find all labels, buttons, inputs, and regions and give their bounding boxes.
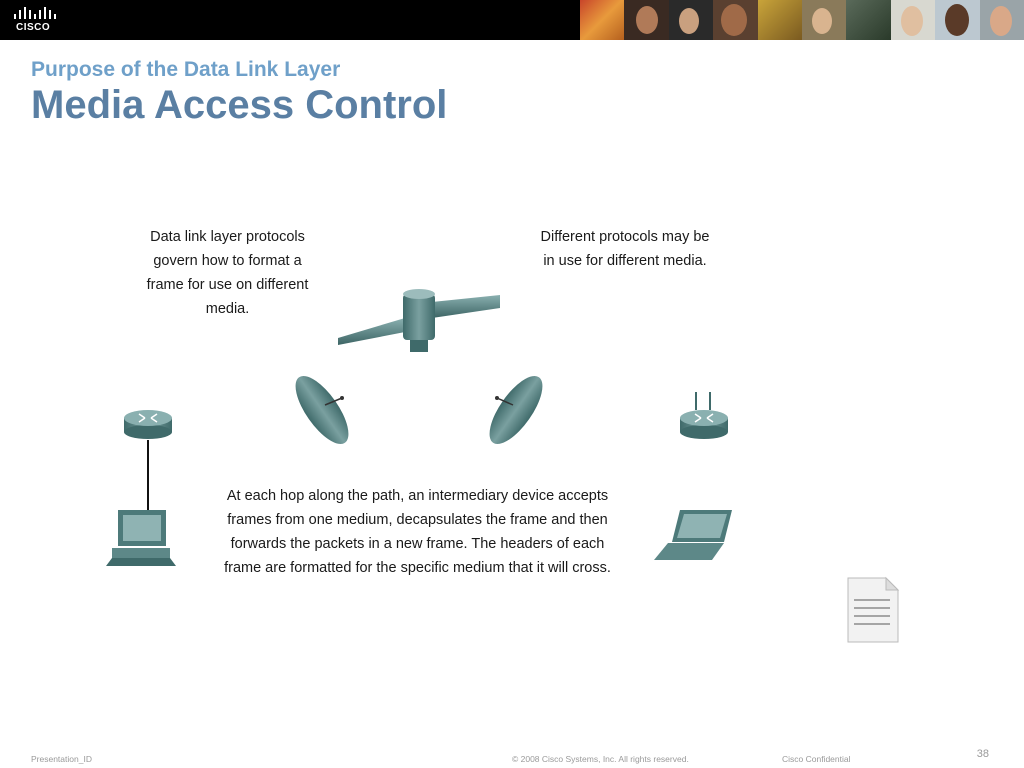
photo-strip-item (669, 0, 713, 40)
laptop-icon (654, 510, 732, 560)
caption-bottom (190, 484, 645, 580)
page-number: 38 (976, 748, 989, 760)
slide-subtitle: Purpose of the Data Link Layer (31, 58, 341, 81)
cisco-logo (12, 6, 62, 34)
satellite-dish-left-icon (286, 368, 358, 452)
cisco-bridge-icon (12, 6, 58, 20)
caption-line: Data link layer protocols (150, 229, 305, 245)
caption-line: frame are formatted for the specific medium that it will cross. (224, 560, 611, 576)
photo-strip-item (624, 0, 668, 40)
caption-left (120, 225, 335, 321)
desktop-pc-icon (106, 510, 176, 566)
photo-strip-item (935, 0, 979, 40)
photo-strip-item (758, 0, 802, 40)
footer-presentation-id: Presentation_ID (31, 754, 92, 764)
satellite-dish-right-icon (480, 368, 552, 452)
photo-strip-item (980, 0, 1024, 40)
caption-line: media. (205, 301, 250, 317)
wireless-router-right-icon (680, 392, 728, 439)
slide-title: Media Access Control (31, 83, 448, 127)
satellite-icon (338, 289, 500, 352)
caption-line: At each hop along the path, an intermediary device accepts (226, 488, 609, 504)
photo-strip-item (580, 0, 624, 40)
logo-text: CISCO (16, 22, 51, 33)
photo-strip-item (713, 0, 757, 40)
caption-line: Different protocols may be (540, 229, 710, 245)
caption-line: in use for different media. (543, 253, 707, 269)
router-left-icon (124, 410, 172, 439)
footer-copyright: © 2008 Cisco Systems, Inc. All rights reserved. (512, 754, 689, 764)
document-icon (848, 578, 898, 642)
caption-line: frame for use on different (146, 277, 309, 293)
caption-line: frames from one medium, decapsulates the frame and then (227, 512, 608, 528)
footer-confidential: Cisco Confidential (782, 754, 851, 764)
caption-line: govern how to format a (153, 253, 302, 269)
header-bar (0, 0, 1024, 40)
photo-strip (580, 0, 1024, 40)
photo-strip-item (891, 0, 935, 40)
photo-strip-item (802, 0, 846, 40)
caption-right (510, 225, 740, 273)
photo-strip-item (846, 0, 890, 40)
caption-line: forwards the packets in a new frame. The headers of each (230, 536, 605, 552)
